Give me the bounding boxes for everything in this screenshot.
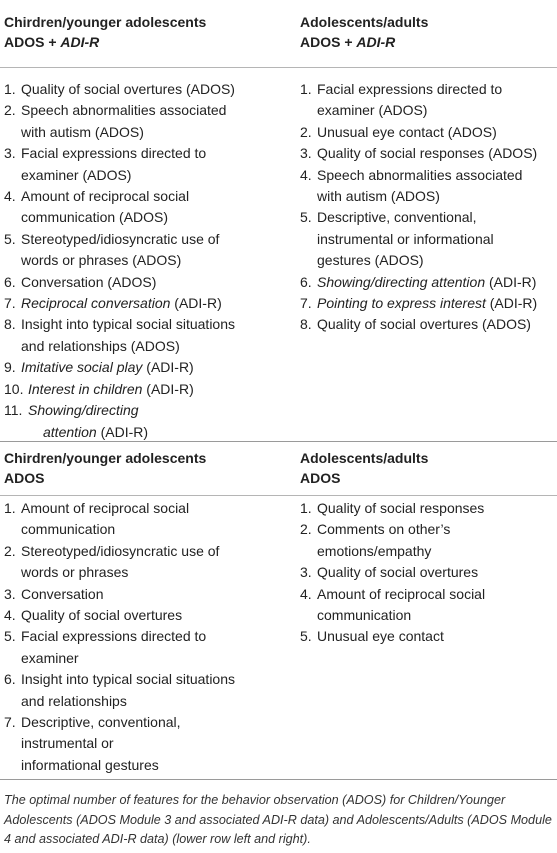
list-item [4, 314, 289, 357]
item-source: (ADI-R) [485, 273, 537, 290]
item-number: 1. [4, 500, 16, 516]
list-item [4, 293, 289, 314]
item-text: instrumental or informational [317, 230, 494, 247]
list-item [4, 498, 289, 541]
item-number: 10. [4, 380, 24, 397]
top-right-feature-list [300, 79, 555, 336]
item-text: Unusual eye contact (ADOS) [317, 123, 497, 140]
list-item [4, 100, 289, 143]
list-item [300, 207, 555, 271]
item-text: with autism (ADOS) [21, 123, 144, 140]
item-text: Amount of reciprocal social [317, 585, 486, 602]
item-number: 11. [4, 402, 23, 419]
list-item [4, 357, 289, 378]
list-item [4, 79, 289, 100]
item-text: Facial expressions directed to [317, 81, 503, 97]
item-text: Descriptive, conventional, [317, 209, 477, 226]
item-text-italic: Interest in children [28, 380, 143, 397]
item-number: 2. [4, 102, 16, 119]
item-number: 1. [4, 81, 16, 97]
list-item [300, 626, 555, 647]
item-number: 1. [300, 500, 312, 516]
item-text: Stereotyped/idiosyncratic use of [21, 542, 220, 559]
bottom-left-list-wrap [4, 498, 289, 776]
item-number: 3. [300, 564, 312, 581]
item-text-italic: Pointing to express interest [317, 295, 486, 312]
item-number: 3. [4, 585, 16, 602]
item-text: Facial expressions directed to [21, 145, 207, 162]
top-left-header-subtitle: ADOS + ADI-R [4, 34, 100, 50]
item-number: 9. [4, 359, 16, 376]
item-text: Speech abnormalities associated [317, 166, 523, 183]
item-number: 5. [4, 628, 16, 645]
list-item [300, 562, 555, 583]
item-number: 7. [4, 714, 16, 731]
item-text: Conversation [21, 585, 104, 602]
bottom-right-header-subtitle: ADOS [300, 470, 341, 486]
item-text-italic: Showing/directing [28, 402, 139, 419]
list-item [300, 498, 555, 519]
item-text: gestures (ADOS) [317, 252, 424, 269]
item-text: instrumental or [21, 735, 114, 752]
item-number: 3. [4, 145, 16, 162]
item-number: 5. [4, 230, 16, 247]
list-item [300, 272, 555, 293]
item-number: 4. [4, 607, 16, 624]
item-number: 2. [300, 521, 312, 538]
list-item [300, 143, 555, 164]
item-text-italic: Showing/directing attention [317, 273, 486, 290]
item-text: words or phrases [21, 564, 129, 581]
top-left-list-wrap [4, 79, 289, 443]
item-source: (ADI-R) [142, 380, 194, 397]
top-left-header-title: Chirdren/younger adolescents [4, 14, 207, 30]
item-source: (ADI-R) [142, 359, 194, 376]
bottom-left-header-title: Chirdren/younger adolescents [4, 450, 207, 466]
item-number: 5. [300, 628, 312, 645]
item-text: Comments on other’s [317, 521, 451, 538]
list-item [4, 605, 289, 626]
item-text: communication (ADOS) [21, 209, 169, 226]
item-text-italic: Imitative social play [21, 359, 143, 376]
item-text: Facial expressions directed to [21, 628, 207, 645]
item-number: 4. [300, 166, 312, 183]
list-item [300, 584, 555, 627]
item-text: words or phrases (ADOS) [21, 252, 182, 269]
item-number: 8. [300, 316, 312, 333]
item-text: Descriptive, conventional, [21, 714, 181, 731]
bottom-left-feature-list [4, 498, 289, 776]
item-number: 1. [300, 81, 312, 97]
table-caption: The optimal number of features for the behavior observation (ADOS) for Children/Younger Adolescents (ADOS Module 3 and associated ADI-R data) and Adolescents/Adults (ADOS Module 4 and associated ADI-R data) (lower row left and right). [4, 793, 552, 847]
bottom-right-column [300, 448, 555, 488]
item-number: 6. [4, 671, 16, 688]
header-divider-top [0, 67, 557, 68]
item-text: and relationships [21, 692, 127, 709]
list-item [4, 400, 289, 443]
item-text: informational gestures [21, 756, 159, 773]
item-text: Amount of reciprocal social [21, 188, 190, 205]
bottom-right-feature-list [300, 498, 555, 648]
item-text: Insight into typical social situations [21, 316, 235, 333]
item-text: communication [317, 607, 412, 624]
list-item [4, 379, 289, 400]
list-item [300, 314, 555, 335]
list-item [300, 519, 555, 562]
bottom-right-header-title: Adolescents/adults [300, 450, 429, 466]
list-item [300, 79, 555, 122]
item-text: and relationships (ADOS) [21, 337, 180, 354]
list-item [4, 143, 289, 186]
list-item [4, 541, 289, 584]
item-text: Insight into typical social situations [21, 671, 235, 688]
item-number: 6. [4, 273, 16, 290]
item-number: 2. [4, 542, 16, 559]
item-number: 7. [4, 295, 16, 312]
list-item [4, 229, 289, 272]
item-text: Quality of social overtures (ADOS) [21, 81, 235, 97]
bottom-left-column [4, 448, 284, 488]
item-source: (ADI-R) [485, 295, 538, 312]
item-number: 4. [300, 585, 312, 602]
list-item [4, 272, 289, 293]
item-text-italic: Reciprocal conversation [21, 295, 171, 312]
top-right-list-wrap [300, 79, 555, 336]
item-number: 2. [300, 123, 312, 140]
item-text: emotions/empathy [317, 542, 432, 559]
list-item [4, 626, 289, 669]
item-continuation [28, 422, 289, 443]
top-right-column [300, 12, 555, 52]
list-item [4, 712, 289, 776]
bottom-right-list-wrap [300, 498, 555, 648]
item-number: 3. [300, 145, 312, 162]
item-text: communication [21, 521, 116, 538]
row-divider [0, 441, 557, 442]
item-source: (ADI-R) [170, 295, 222, 312]
list-item [300, 293, 555, 314]
item-text: examiner (ADOS) [317, 102, 428, 119]
list-item [4, 584, 289, 605]
item-text: examiner [21, 649, 79, 666]
item-text: Speech abnormalities associated [21, 102, 227, 119]
list-item [300, 122, 555, 143]
item-source: (ADI-R) [96, 423, 149, 440]
item-number: 6. [300, 273, 312, 290]
item-text: Stereotyped/idiosyncratic use of [21, 230, 220, 247]
item-text-italic: attention [43, 423, 97, 440]
top-right-header-subtitle: ADOS + ADI-R [300, 34, 396, 50]
item-number: 7. [300, 295, 312, 312]
item-number: 8. [4, 316, 16, 333]
item-text: Quality of social overtures (ADOS) [317, 316, 531, 333]
item-text: Quality of social overtures [317, 564, 479, 581]
item-text: Quality of social overtures [21, 607, 183, 624]
top-left-column [4, 12, 284, 52]
item-text: Conversation (ADOS) [21, 273, 157, 290]
item-text: Amount of reciprocal social [21, 500, 190, 516]
table-bottom-rule [0, 779, 557, 780]
item-text: with autism (ADOS) [317, 188, 440, 205]
top-left-feature-list [4, 79, 289, 443]
list-item [300, 165, 555, 208]
item-text: Quality of social responses (ADOS) [317, 145, 538, 162]
bottom-left-header-subtitle: ADOS [4, 470, 45, 486]
item-text: examiner (ADOS) [21, 166, 132, 183]
item-number: 5. [300, 209, 312, 226]
list-item [4, 186, 289, 229]
list-item [4, 669, 289, 712]
top-right-header-title: Adolescents/adults [300, 14, 429, 30]
item-text: Quality of social responses [317, 500, 485, 516]
header-divider-bottom [0, 495, 557, 496]
item-number: 4. [4, 188, 16, 205]
item-text: Unusual eye contact [317, 628, 444, 645]
